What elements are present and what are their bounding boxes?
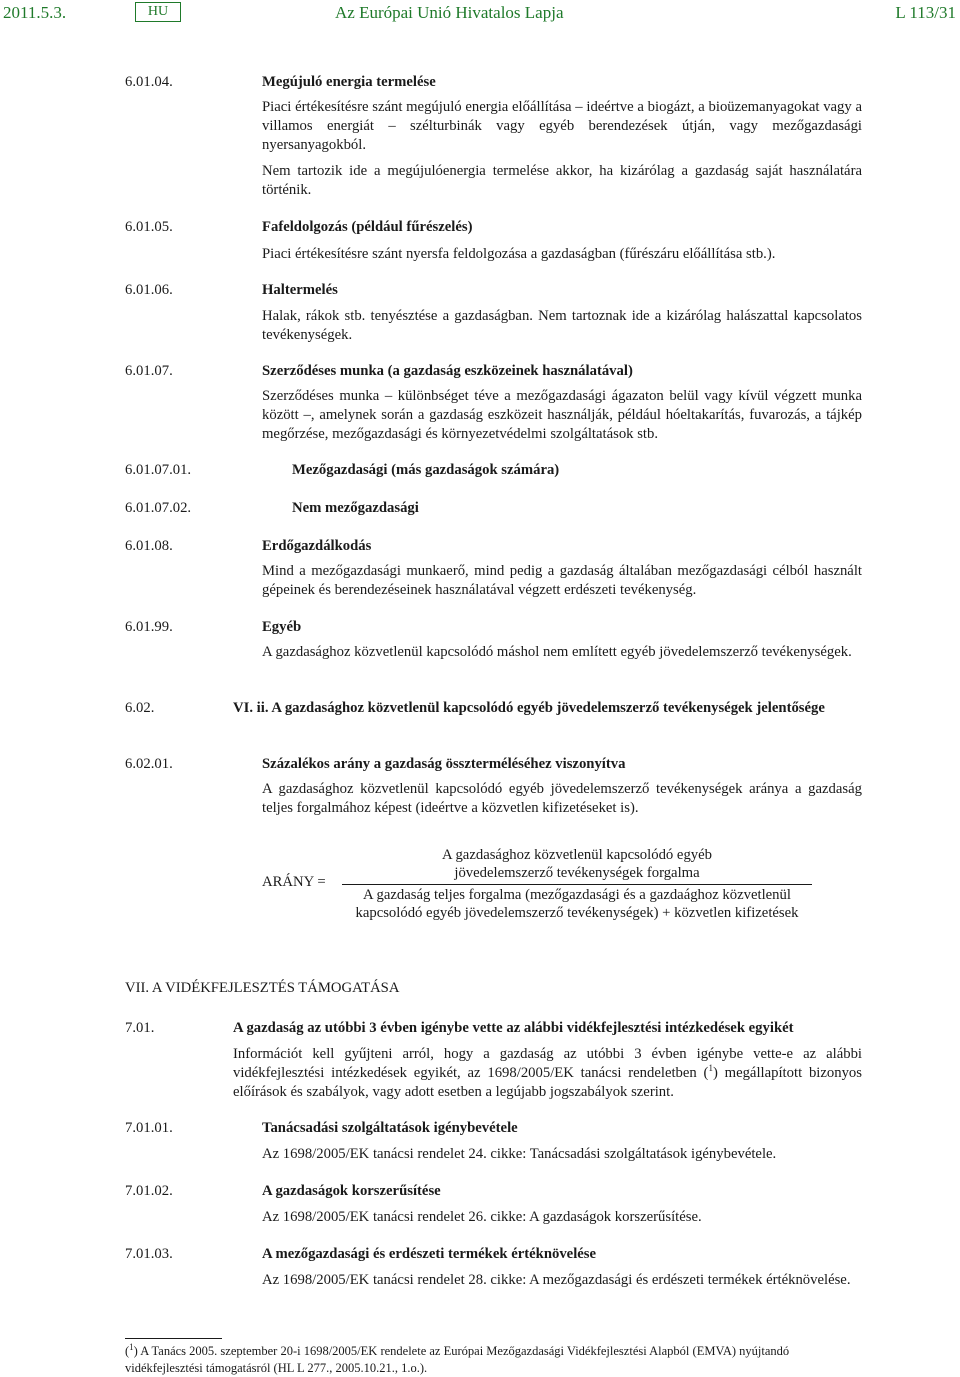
section-paragraph: Az 1698/2005/EK tanácsi rendelet 24. cikke: Tanácsadási szolgáltatások igénybevétele.: [262, 1146, 777, 1162]
section-title: Egyéb: [262, 619, 302, 635]
section-number: 6.01.07.01.: [125, 462, 192, 478]
section-paragraph: Szerződéses munka – különbséget téve a mezőgazdasági ágazaton belül vagy kívül végzett munka között –, amelynek során a gazdaság eszközeit használják, például hóeltakarítás, fuvarozás, a tájkép megőrzése, mezőgazdasági és környezetvédelmi szolgáltatások stb.: [262, 388, 862, 442]
section-title: Fafeldolgozás (például fűrészelés): [262, 219, 473, 235]
section-number: 7.01.: [125, 1020, 155, 1036]
section-number: 6.02.01.: [125, 756, 173, 772]
section-paragraph: Az 1698/2005/EK tanácsi rendelet 26. cikke: A gazdaságok korszerűsítése.: [262, 1209, 702, 1225]
section-number: 6.01.05.: [125, 219, 173, 235]
formula-numerator: [342, 846, 812, 882]
formula-numerator-line: jövedelemszerző tevékenységek forgalma: [454, 865, 700, 881]
section-title: Szerződéses munka (a gazdaság eszközeinek használatával): [262, 363, 633, 379]
formula-numerator-line: A gazdasághoz közvetlenül kapcsolódó egyéb: [442, 847, 712, 863]
section-number: 7.01.01.: [125, 1120, 173, 1136]
footnote: ($^1$) A Tanács 2005. szeptember 20-i 1698/2005/EK rendelete az Európai Mezőgazdasági Vidékfejlesztési Alapból (EMVA) nyújtandó vidékfejlesztési támogatásról (HL L 277., 2005.10.21., 1.o.).: [125, 1341, 790, 1375]
formula-lhs: ARÁNY =: [262, 874, 326, 890]
section-title: Haltermelés: [262, 282, 338, 298]
section-paragraph: A gazdasághoz közvetlenül kapcsolódó máshol nem említett egyéb jövedelemszerző tevékenységek.: [262, 644, 852, 660]
section-paragraph: Piaci értékesítésre szánt nyersfa feldolgozása a gazdaságban (fűrészáru előállítása stb.).: [262, 246, 776, 262]
section-title: Százalékos arány a gazdaság összterméléséhez viszonyítva: [262, 756, 626, 772]
section-paragraph: Halak, rákok stb. tenyésztése a gazdaságban. Nem tartoznak ide a kizárólag halászattal kapcsolatos tevékenységek.: [262, 308, 862, 343]
section-number: 6.01.07.02.: [125, 500, 192, 516]
section-number: 6.01.08.: [125, 538, 173, 554]
section-paragraph: Az 1698/2005/EK tanácsi rendelet 28. cikke: A mezőgazdasági és erdészeti termékek értéknövelése.: [262, 1272, 851, 1288]
section-title: Megújuló energia termelése: [262, 74, 436, 90]
section-number: 6.01.06.: [125, 282, 173, 298]
section-title: Mezőgazdasági (más gazdaságok számára): [292, 462, 560, 478]
section-number: 6.01.04.: [125, 74, 173, 90]
section-paragraph: Piaci értékesítésre szánt megújuló energia előállítása – ideértve a biogázt, a bioüzemanyagokat vagy a villamos energiát – szélturbinák vagy egyéb berendezések útján, vagy mezőgazdasági nyersanyagokból.: [262, 99, 862, 153]
section-title: Tanácsadási szolgáltatások igénybevétele: [262, 1120, 518, 1136]
footnote-divider: [125, 1338, 222, 1339]
fraction-bar: [342, 884, 812, 885]
journal-title: Az Európai Unió Hivatalos Lapja: [335, 3, 564, 22]
section-number: 7.01.03.: [125, 1246, 173, 1262]
ratio-formula: [262, 846, 822, 921]
chapter-title: VII. A VIDÉKFEJLESZTÉS TÁMOGATÁSA: [125, 980, 400, 996]
header-date: 2011.5.3.: [3, 3, 67, 22]
paragraph-part: Információt kell gyűjteni arról, hogy a gazdaság az utóbbi 3 évben igénybe vette-e az alábbi vidékfejlesztési intézkedések egyikét, az 1698/2005/EK tanácsi rendeletben (: [233, 1046, 862, 1081]
section-title: A gazdaság az utóbbi 3 évben igénybe vette az alábbi vidékfejlesztési intézkedések egyikét: [233, 1020, 794, 1036]
section-number: 7.01.02.: [125, 1183, 173, 1199]
section-title: Erdőgazdálkodás: [262, 538, 372, 554]
footnote-mark: 1: [129, 1341, 134, 1352]
section-title: A gazdaságok korszerűsítése: [262, 1183, 441, 1199]
paragraph-part: ) megállapított bizonyos előírások és szabályok, vagy adott esetben a legújabb jogszabályok szerint.: [233, 1065, 862, 1100]
footnote-text: A Tanács 2005. szeptember 20-i 1698/2005/EK rendelete az Európai Mezőgazdasági Vidékfejlesztési Alapból (EMVA) nyújtandó vidékfejlesztési támogatásról (HL L 277., 2005.10.21., 1.o.).: [125, 1344, 790, 1375]
language-badge: HU: [135, 2, 181, 22]
section-paragraph: A gazdasághoz közvetlenül kapcsolódó egyéb jövedelemszerző tevékenységek aránya a gazdaság teljes forgalmához képest (ideértve a közvetlen kifizetéseket is).: [262, 781, 862, 816]
section-number: 6.02.: [125, 700, 155, 716]
section-title: A mezőgazdasági és erdészeti termékek értéknövelése: [262, 1246, 597, 1262]
section-number: 6.01.07.: [125, 363, 173, 379]
page-number: L 113/31: [895, 3, 956, 22]
section-title: Nem mezőgazdasági: [292, 500, 419, 516]
page-header: [0, 0, 960, 26]
section-paragraph: [233, 1045, 862, 1102]
formula-denominator-line: kapcsolódó egyéb jövedelemszerző tevékenységek) + közvetlen kifizetések: [355, 905, 799, 921]
section-paragraph: Mind a mezőgazdasági munkaerő, mind pedig a gazdaság általában mezőgazdasági célból használt gépeinek és berendezéseinek használatával végzett erdészeti tevékenység.: [262, 563, 862, 598]
section-number: 6.01.99.: [125, 619, 173, 635]
footnote-reference[interactable]: 1: [708, 1063, 713, 1074]
formula-denominator-line: A gazdaság teljes forgalma (mezőgazdasági és a gazdaághoz közvetlenül: [363, 887, 791, 903]
section-paragraph: Nem tartozik ide a megújulóenergia termelése akkor, ha kizárólag a gazdaság saját használatára történik.: [262, 163, 862, 198]
section-title: VI. ii. A gazdasághoz közvetlenül kapcsolódó egyéb jövedelemszerző tevékenységek jelentősége: [233, 700, 825, 716]
formula-denominator: [342, 886, 812, 922]
